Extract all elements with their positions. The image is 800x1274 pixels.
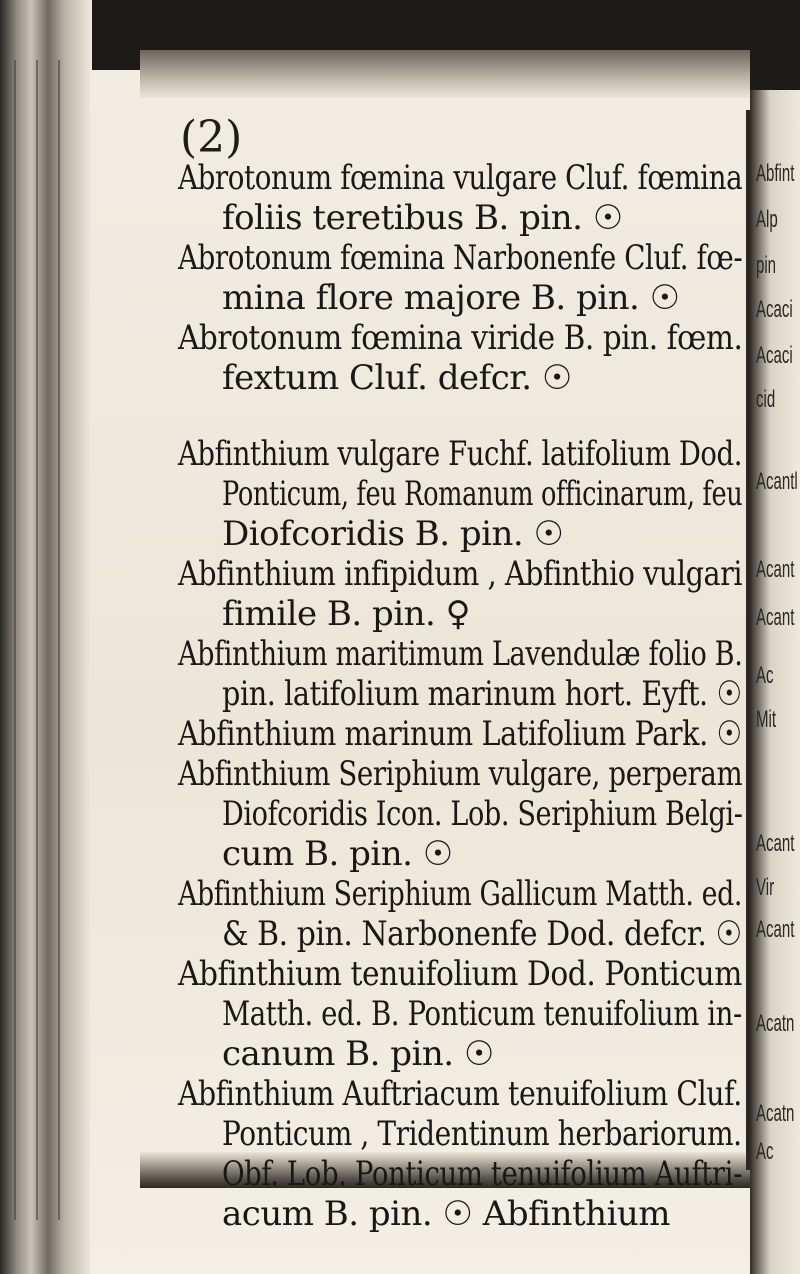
- text-line: Abfinthium vulgare Fuchf. latifolium Dod.: [178, 434, 743, 474]
- margin-note: Acatn: [756, 1010, 795, 1038]
- margin-note: Acantl: [756, 468, 798, 496]
- margin-note: Acant: [756, 604, 795, 632]
- text-line: Abrotonum fœmina Narbonenfe Cluf. fœ-: [178, 238, 743, 278]
- text-line: Abrotonum fœmina viride B. pin. fœm.: [178, 318, 743, 358]
- margin-note: Acaci: [756, 296, 793, 324]
- text-line: Diofcoridis B. pin. ☉: [222, 514, 564, 554]
- text-line: & B. pin. Narbonenfe Dod. defcr. ☉: [222, 914, 742, 954]
- text-line: foliis teretibus B. pin. ☉: [222, 198, 623, 238]
- text-line: pin. latifolium marinum hort. Eyft. ☉: [222, 674, 742, 714]
- margin-note: cid: [756, 386, 776, 414]
- spine-edge-line: [58, 60, 60, 1220]
- text-line: cum B. pin. ☉: [222, 834, 453, 874]
- text-line: Obf. Lob. Ponticum tenuifolium Auftri-: [222, 1154, 742, 1194]
- margin-note: Acant: [756, 916, 795, 944]
- text-line: acum B. pin. ☉ Abfinthium: [222, 1194, 671, 1234]
- margin-note: Acatn: [756, 1100, 795, 1128]
- margin-note: Ac: [756, 662, 774, 690]
- text-line: Abfinthium marinum Latifolium Park. ☉: [178, 714, 742, 754]
- margin-note: pin: [756, 252, 777, 280]
- text-line: mina flore majore B. pin. ☉: [222, 278, 680, 318]
- text-line: Abrotonum fœmina vulgare Cluf. fœmina: [178, 158, 743, 198]
- margin-note: Acant: [756, 830, 795, 858]
- text-line: Abfinthium Auftriacum tenuifolium Cluf.: [178, 1074, 742, 1114]
- spine-edge-line: [36, 60, 38, 1220]
- text-line: Abfinthium maritimum Lavendulæ folio B.: [178, 634, 743, 674]
- text-line: Ponticum , Tridentinum herbariorum.: [222, 1114, 742, 1154]
- margin-note: Abfint: [756, 160, 795, 188]
- text-line: Abfinthium tenuifolium Dod. Ponticum: [178, 954, 742, 994]
- spine-edge-line: [14, 60, 16, 1220]
- margin-note: Acaci: [756, 342, 793, 370]
- margin-note: Mit: [756, 706, 776, 734]
- text-line: Ponticum, feu Romanum officinarum, feu: [222, 474, 743, 514]
- margin-note: Ac: [756, 1138, 774, 1166]
- book-spine: [0, 0, 92, 1274]
- text-line: fextum Cluf. defcr. ☉: [222, 358, 572, 398]
- text-line: fimile B. pin. ♀: [222, 594, 470, 634]
- text-line: Abfinthium infipidum , Abfinthio vulgari: [178, 554, 743, 594]
- margin-note: Vir: [756, 874, 775, 902]
- margin-note: Acant: [756, 556, 795, 584]
- text-line: canum B. pin. ☉: [222, 1034, 494, 1074]
- gutter-rule: [746, 110, 750, 1170]
- text-line: Diofcoridis Icon. Lob. Seriphium Belgi-: [222, 794, 743, 834]
- page-top-shadow: [140, 50, 750, 98]
- text-line: Abfinthium Seriphium Gallicum Matth. ed.: [178, 874, 742, 914]
- margin-note: Alp: [756, 206, 778, 234]
- page-number: (2): [180, 112, 243, 163]
- text-line: Abfinthium Seriphium vulgare, perperam: [178, 754, 743, 794]
- text-line: Matth. ed. B. Ponticum tenuifolium in-: [222, 994, 742, 1034]
